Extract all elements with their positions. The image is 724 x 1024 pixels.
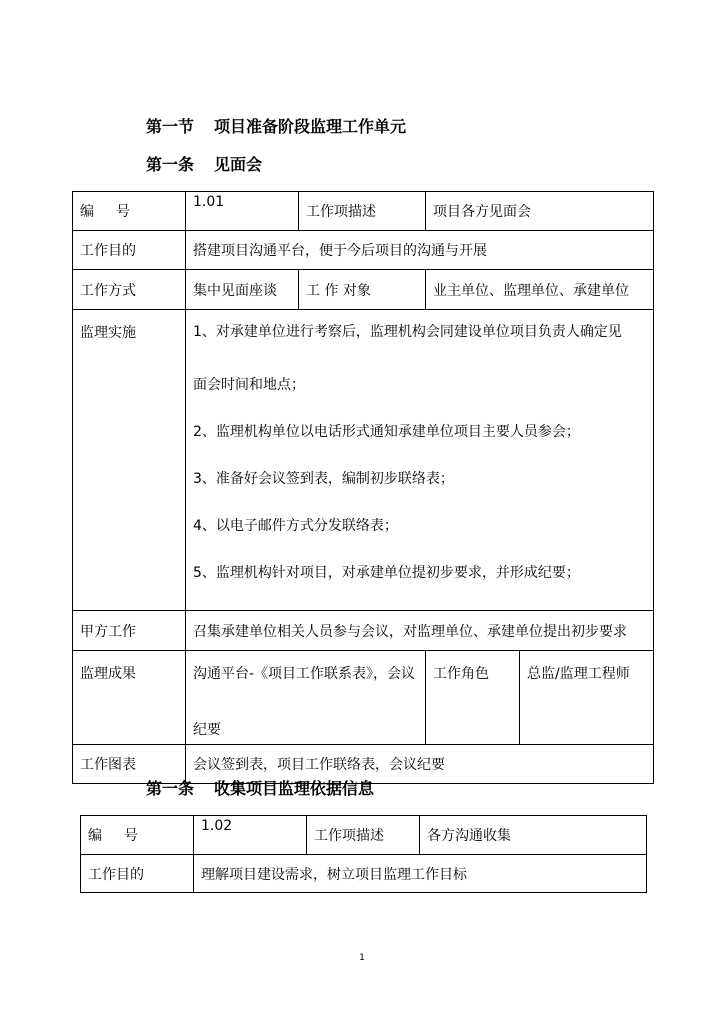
article-title-meeting: 第一条 见面会 — [146, 155, 263, 174]
work-item-table-2 — [80, 815, 647, 893]
role-value-cell: 总监/监理工程师 — [520, 651, 654, 745]
client-value-cell: 召集承建单位相关人员参与会议，对监理单位、承建单位提出初步要求 — [186, 611, 654, 651]
purpose-label-cell: 工作目的 — [73, 231, 186, 270]
desc-label-cell: 工作项描述 — [307, 816, 420, 855]
impl-line: 5、监理机构针对项目，对承建单位提初步要求，并形成纪要； — [193, 565, 580, 581]
impl-line: 1、对承建单位进行考察后，监理机构会同建设单位项目负责人确定见 — [193, 324, 622, 340]
desc-value-cell: 各方沟通收集 — [420, 816, 647, 855]
table-row — [73, 611, 654, 651]
impl-label-cell: 监理实施 — [73, 310, 186, 611]
method-label-cell: 工作方式 — [73, 270, 186, 310]
table-row — [73, 651, 654, 745]
table-row — [73, 310, 654, 611]
table-row — [73, 270, 654, 310]
code-value-cell: 1.01 — [186, 192, 299, 231]
chart-value-cell: 会议签到表，项目工作联络表，会议纪要 — [186, 745, 654, 784]
result-value-cell — [186, 651, 426, 745]
client-label-cell: 甲方工作 — [73, 611, 186, 651]
result-line: 纪要 — [193, 722, 221, 738]
article-title-info: 第一条 收集项目监理依据信息 — [146, 779, 375, 798]
table-row — [73, 231, 654, 270]
impl-line: 3、准备好会议签到表，编制初步联络表； — [193, 471, 454, 487]
target-label-cell: 工 作 对象 — [299, 270, 426, 310]
purpose-value-cell: 搭建项目沟通平台，便于今后项目的沟通与开展 — [186, 231, 654, 270]
code-value-cell: 1.02 — [194, 816, 307, 855]
table-row — [73, 192, 654, 231]
code-label-cell: 编 号 — [73, 192, 186, 231]
result-line: 沟通平台-《项目工作联系表》，会议 — [193, 666, 416, 682]
method-value-cell: 集中见面座谈 — [186, 270, 299, 310]
impl-value-cell — [186, 310, 654, 611]
impl-line: 4、以电子邮件方式分发联络表； — [193, 518, 398, 534]
result-label-cell: 监理成果 — [73, 651, 186, 745]
work-item-table-1 — [72, 191, 654, 784]
role-label-cell: 工作角色 — [426, 651, 520, 745]
desc-label-cell: 工作项描述 — [299, 192, 426, 231]
purpose-label-cell: 工作目的 — [81, 855, 194, 893]
code-label-cell: 编 号 — [81, 816, 194, 855]
purpose-value-cell: 理解项目建设需求，树立项目监理工作目标 — [194, 855, 647, 893]
chart-label-cell: 工作图表 — [73, 745, 186, 784]
table-row — [81, 855, 647, 893]
table-row — [81, 816, 647, 855]
page-number: 1 — [359, 953, 365, 963]
desc-value-cell: 项目各方见面会 — [426, 192, 654, 231]
impl-line: 2、监理机构单位以电话形式通知承建单位项目主要人员参会； — [193, 424, 580, 440]
impl-line: 面会时间和地点； — [193, 377, 305, 393]
target-value-cell: 业主单位、监理单位、承建单位 — [426, 270, 654, 310]
section-title: 第一节 项目准备阶段监理工作单元 — [146, 117, 407, 136]
